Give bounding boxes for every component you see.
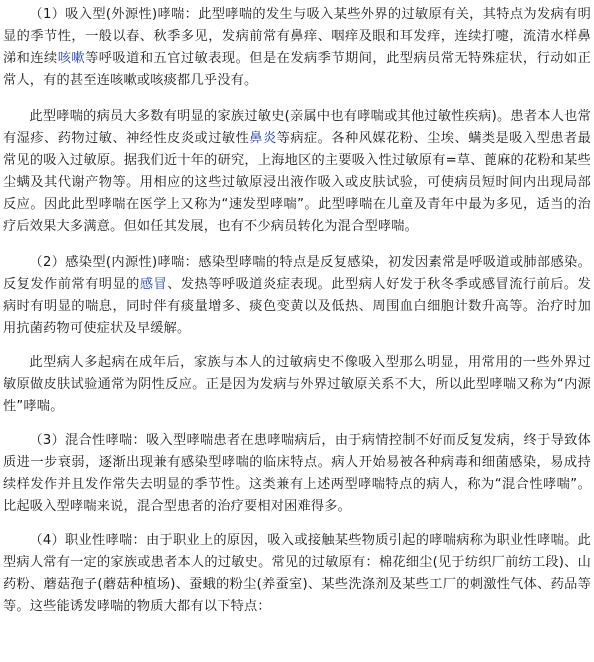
text-segment: （2）感染型(内源性)哮喘：感染型哮喘的特点是反复感染，初发因素常是呼吸道或肺部感染。反复发作前常有明显的 — [3, 255, 591, 292]
keyword-link-rhinitis[interactable]: 鼻炎 — [249, 131, 277, 146]
paragraph-inhalant-asthma — [3, 4, 591, 92]
text-segment: （4）职业性哮喘：由于职业上的原因，吸入或接触某些物质引起的哮喘病称为职业性哮喘。此型病人常有一定的家族或患者本人的过敏史。常见的过敏原有：棉花细尘(见于纺织厂前纺工段)、山药粉、蘑菇孢子(蘑菇种植场)、蚕蛾的粉尘(养蚕室)、某些洗涤剂及某些工厂的刺激性气体、药品等等。这些能诱发哮喘的物质大都有以下特点： — [3, 533, 591, 614]
text-segment: 、发热等呼吸道炎症表现。此型病人好发于秋冬季或感冒流行前后。发病时有明显的喘息，同时伴有痰量增多、痰色变黄以及低热、周围血白细胞计数升高等。治疗时加用抗菌药物可使症状及早缓解。 — [3, 277, 592, 336]
keyword-link-cold[interactable]: 感冒 — [139, 277, 168, 292]
text-segment: 等病症。各种风媒花粉、尘埃、螨类是吸入型患者最常见的吸入过敏原。据我们近十年的研究，上海地区的主要吸入性过敏原有=草、蓖麻的花粉和某些尘螨及其代谢产物等。用相应的这些过敏原浸出液作吸入或皮肤试验，可使病员短时间内出现局部反应。因此此型哮喘在医学上又称为“速发型哮喘”。此型哮喘在儿童及青年中最为多见，适当的治疗后效果大多满意。但如任其发展，也有不少病员转化为混合型哮喘。 — [3, 131, 592, 234]
keyword-link-cough[interactable]: 咳嗽 — [57, 51, 86, 66]
paragraph-occupational-asthma — [3, 530, 591, 618]
paragraph-infective-history — [3, 352, 591, 418]
text-segment: 此型哮喘的病员大多数有明显的家族过敏史(亲属中也有哮喘或其他过敏性疾病)。患者本人也常有湿疹、药物过敏、神经性皮炎或过敏性 — [3, 109, 591, 146]
paragraph-mixed-asthma — [3, 430, 591, 518]
text-segment: 等呼吸道和五官过敏表现。但是在发病季节期间，此型病员常无特殊症状，行动如正常人，有的甚至连咳嗽或咳痰都几乎没有。 — [3, 51, 591, 88]
text-segment: （1）吸入型(外源性)哮喘：此型哮喘的发生与吸入某些外界的过敏原有关，其特点为发病有明显的季节性，一般以春、秋季多见，发病前常有鼻痒、咽痒及眼和耳发痒，连续打嚏，流清水样鼻涕和连续 — [3, 7, 591, 66]
text-segment: 此型病人多起病在成年后，家族与本人的过敏病史不像吸入型那么明显，用常用的一些外界过敏原做皮肤试验通常为阴性反应。正是因为发病与外界过敏原关系不大，所以此型哮喘又称为“内源性”哮喘。 — [3, 355, 591, 414]
paragraph-infective-asthma — [3, 252, 591, 340]
text-segment: （3）混合性哮喘：吸入型哮喘患者在患哮喘病后，由于病情控制不好而反复发病，终于导致体质进一步衰弱，逐渐出现兼有感染型哮喘的临床特点。病人开始易被各种病毒和细菌感染，易成持续样发作并且发作常失去明显的季节性。这类兼有上述两型哮喘特点的病人，称为“混合性哮喘”。比起吸入型哮喘来说，混合型患者的治疗要相对困难得多。 — [3, 433, 591, 514]
paragraph-inhalant-history — [3, 106, 591, 238]
